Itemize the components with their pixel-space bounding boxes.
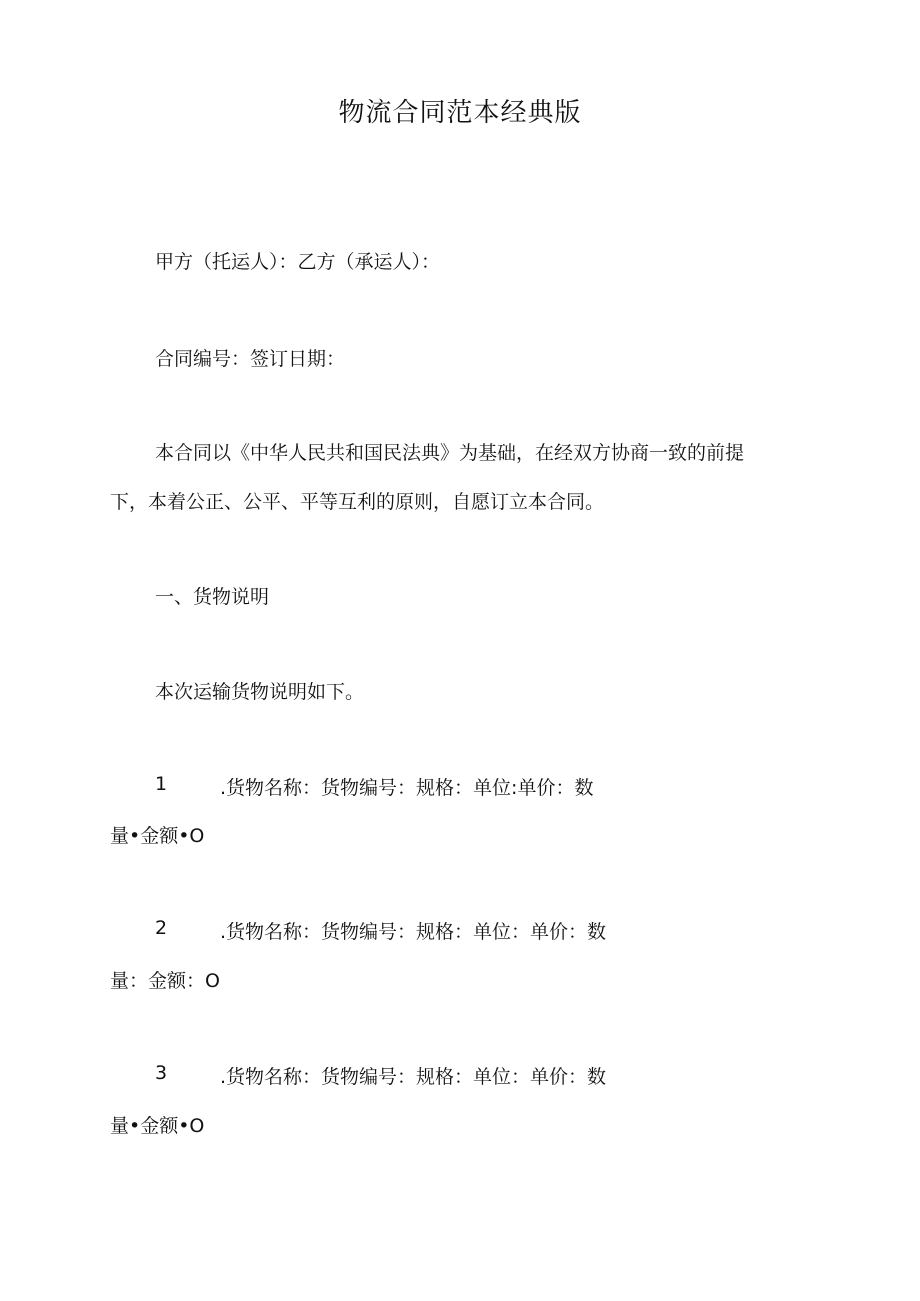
item-continuation: 量•金额•O bbox=[110, 1115, 205, 1137]
document-title: 物流合同范本经典版 bbox=[338, 98, 582, 128]
intro-paragraph-line-2: 下，本着公正、公平、平等互利的原则，自愿订立本合同。 bbox=[110, 491, 605, 513]
section-lead: 本次运输货物说明如下。 bbox=[155, 681, 365, 703]
item-text: .货物名称：货物编号：规格：单位:单价：数 bbox=[220, 777, 594, 799]
item-number: 3 bbox=[155, 1062, 168, 1084]
section-heading: 一、货物说明 bbox=[155, 586, 270, 608]
item-continuation: 量：金额：O bbox=[110, 970, 220, 992]
item-continuation: 量•金额•O bbox=[110, 825, 205, 847]
item-number: 1 bbox=[155, 773, 168, 795]
item-text: .货物名称：货物编号：规格：单位：单价：数 bbox=[220, 1066, 607, 1088]
item-number: 2 bbox=[155, 917, 168, 939]
contract-number-line: 合同编号：签订日期： bbox=[155, 348, 346, 370]
intro-paragraph-line-1: 本合同以《中华人民共和国民法典》为基础，在经双方协商一致的前提 bbox=[155, 442, 745, 464]
item-text: .货物名称：货物编号：规格：单位：单价：数 bbox=[220, 921, 607, 943]
parties-line: 甲方（托运人）：乙方（承运人）： bbox=[155, 251, 441, 273]
